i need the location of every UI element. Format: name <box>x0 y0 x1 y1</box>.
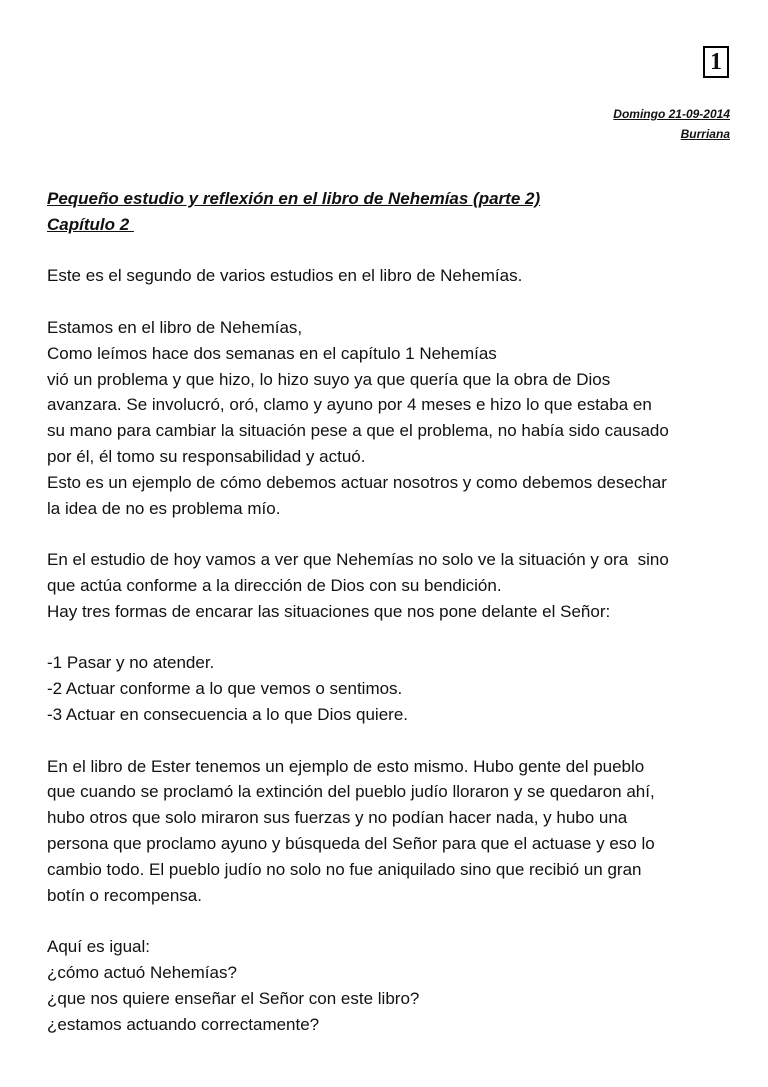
paragraph-spacer <box>47 238 737 264</box>
text-line: que actúa conforme a la dirección de Dios con su bendición. <box>47 575 502 595</box>
text-line: Como leímos hace dos semanas en el capítulo 1 Nehemías <box>47 343 497 363</box>
text-line: cambio todo. El pueblo judío no solo no fue aniquilado sino que recibió un gran <box>47 859 642 879</box>
text-line: Hay tres formas de encarar las situaciones que nos pone delante el Señor: <box>47 601 611 621</box>
text-line: -1 Pasar y no atender. <box>47 653 215 673</box>
text-line: que cuando se proclamó la extinción del pueblo judío lloraron y se quedaron ahí, <box>47 782 655 802</box>
paragraph-spacer <box>47 289 737 315</box>
document-title: Pequeño estudio y reflexión en el libro de Nehemías (parte 2) <box>47 189 541 208</box>
text-line: ¿estamos actuando correctamente? <box>47 1014 320 1034</box>
paragraphs-container <box>47 238 737 1038</box>
text-line: Esto es un ejemplo de cómo debemos actuar nosotros y como debemos desechar <box>47 472 667 492</box>
text-line: avanzara. Se involucró, oró, clamo y ayuno por 4 meses e hizo lo que estaba en <box>47 395 652 415</box>
text-line: Estamos en el libro de Nehemías, <box>47 317 303 337</box>
text-line: Este es el segundo de varios estudios en el libro de Nehemías. <box>47 266 523 286</box>
text-line: por él, él tomo su responsabilidad y actuó. <box>47 446 366 466</box>
text-line: En el libro de Ester tenemos un ejemplo de esto mismo. Hubo gente del pueblo <box>47 756 645 776</box>
paragraph <box>47 315 737 521</box>
text-line: botín o recompensa. <box>47 885 202 905</box>
paragraph-spacer <box>47 521 737 547</box>
text-line: su mano para cambiar la situación pese a que el problema, no había sido causado <box>47 421 669 441</box>
text-line: persona que proclamo ayuno y búsqueda del Señor para que el actuase y eso lo <box>47 833 655 853</box>
page-number-box: 1 <box>703 46 729 78</box>
text-line: ¿cómo actuó Nehemías? <box>47 962 237 982</box>
text-line: hubo otros que solo miraron sus fuerzas y no podían hacer nada, y hubo una <box>47 808 628 828</box>
text-line: -3 Actuar en consecuencia a lo que Dios quiere. <box>47 704 409 724</box>
text-line: Aquí es igual: <box>47 937 151 957</box>
paragraph-spacer <box>47 625 737 651</box>
document-body <box>47 186 737 1037</box>
paragraph-spacer <box>47 908 737 934</box>
paragraph <box>47 650 737 727</box>
paragraph <box>47 263 737 289</box>
chapter-heading: Capítulo 2 <box>47 214 134 234</box>
paragraph-spacer <box>47 728 737 754</box>
text-line: ¿que nos quiere enseñar el Señor con este libro? <box>47 988 420 1008</box>
header-place: Burriana <box>680 127 730 141</box>
paragraph <box>47 934 737 1037</box>
text-line: En el estudio de hoy vamos a ver que Nehemías no solo ve la situación y ora sino <box>47 550 669 570</box>
text-line: vió un problema y que hizo, lo hizo suyo ya que quería que la obra de Dios <box>47 369 611 389</box>
paragraph <box>47 547 737 624</box>
text-line: la idea de no es problema mío. <box>47 498 281 518</box>
paragraph <box>47 754 737 909</box>
header-meta <box>613 104 730 144</box>
text-line: -2 Actuar conforme a lo que vemos o sentimos. <box>47 679 403 699</box>
header-date: Domingo 21-09-2014 <box>613 107 730 121</box>
